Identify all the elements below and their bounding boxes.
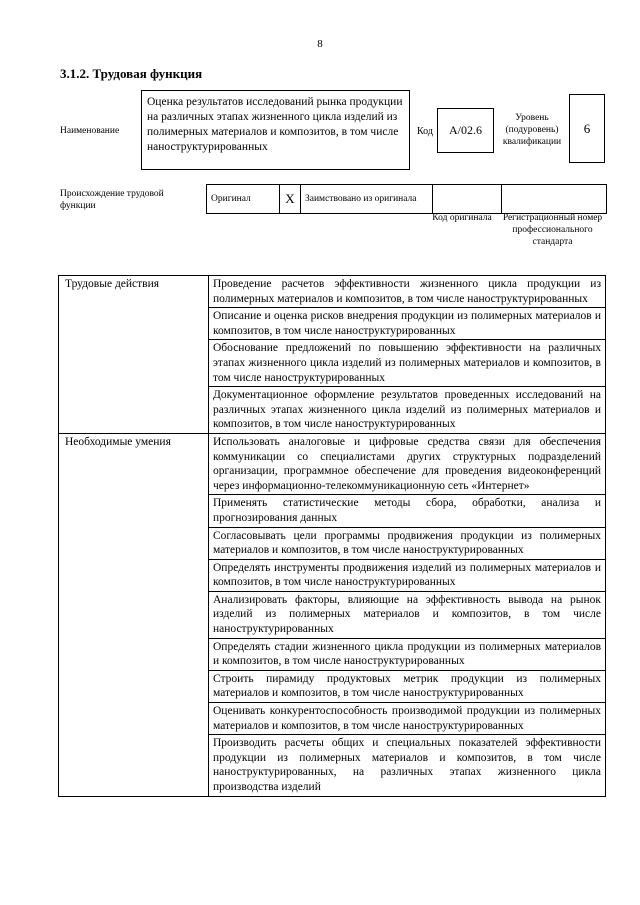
category-cell: Трудовые действия [59, 276, 209, 434]
list-item: Документационное оформление результатов проведенных исследований на различных этапах жизненного цикла изделий из полимерных материалов и композитов, в том числе наноструктурированных [209, 387, 606, 434]
list-item: Оценивать конкурентоспособность производимой продукции из полимерных материалов и композитов, в том числе наноструктурированных [209, 703, 606, 735]
code-original-cell [433, 185, 502, 214]
list-item: Определять стадии жизненного цикла продукции из полимерных материалов и композитов, в том числе наноструктурированных [209, 638, 606, 670]
list-item: Описание и оценка рисков внедрения продукции из полимерных материалов и композитов, в том числе наноструктурированных [209, 308, 606, 340]
category-cell: Необходимые умения [59, 433, 209, 796]
list-item: Строить пирамиду продуктовых метрик продукции из полимерных материалов и композитов, в том числе наноструктурированных [209, 670, 606, 702]
name-label: Наименование [60, 126, 120, 136]
code-value-box: А/02.6 [437, 108, 494, 153]
original-label: Оригинал [207, 185, 280, 214]
function-name-box: Оценка результатов исследований рынка продукции на различных этапах жизненного цикла изделий из полимерных материалов и композитов, в том числе наноструктурированных [141, 90, 410, 170]
list-item: Обоснование предложений по повышению эффективности на различных этапах жизненного цикла изделий из полимерных материалов и композитов, в том числе наноструктурированных [209, 340, 606, 387]
origin-label: Происхождение трудовой функции [60, 189, 164, 211]
function-details-table [58, 275, 606, 797]
list-item: Анализировать факторы, влияющие на эффективность вывода на рынок изделий из полимерных материалов и композитов, в том числе наноструктурированных [209, 591, 606, 638]
list-item: Применять статистические методы сбора, обработки, анализа и прогнозирования данных [209, 495, 606, 527]
origin-table [206, 184, 607, 214]
table-row [59, 433, 606, 494]
borrowed-label: Заимствовано из оригинала [301, 185, 433, 214]
section-title: 3.1.2. Трудовая функция [60, 66, 203, 81]
qualification-level-label: Уровень (подуровень) квалификации [502, 113, 562, 147]
code-label: Код [417, 126, 433, 137]
list-item: Проведение расчетов эффективности жизненного цикла продукции из полимерных материалов и композитов, в том числе наноструктурированных [209, 276, 606, 308]
reg-number-cell [502, 185, 607, 214]
page-number: 8 [317, 38, 323, 50]
reg-number-caption: Регистрационный номер профессионального стандарта [502, 213, 603, 247]
qualification-level-box: 6 [569, 94, 605, 163]
list-item: Определять инструменты продвижения изделий из полимерных материалов и композитов, в том числе наноструктурированных [209, 559, 606, 591]
original-mark: X [280, 185, 301, 214]
list-item: Согласовывать цели программы продвижения продукции из полимерных материалов и композитов, в том числе наноструктурированных [209, 527, 606, 559]
code-original-caption: Код оригинала [432, 213, 492, 223]
table-row [59, 276, 606, 308]
list-item: Производить расчеты общих и специальных показателей эффективности продукции из полимерных материалов и композитов, в том числе наноструктурированных, на различных этапах жизненного цикла производства изделий [209, 735, 606, 796]
list-item: Использовать аналоговые и цифровые средства связи для обеспечения коммуникации со специалистами других структурных подразделений организации, программное обеспечение для проведения видеоконференций через информационно-телекоммуникационную сеть «Интернет» [209, 433, 606, 494]
